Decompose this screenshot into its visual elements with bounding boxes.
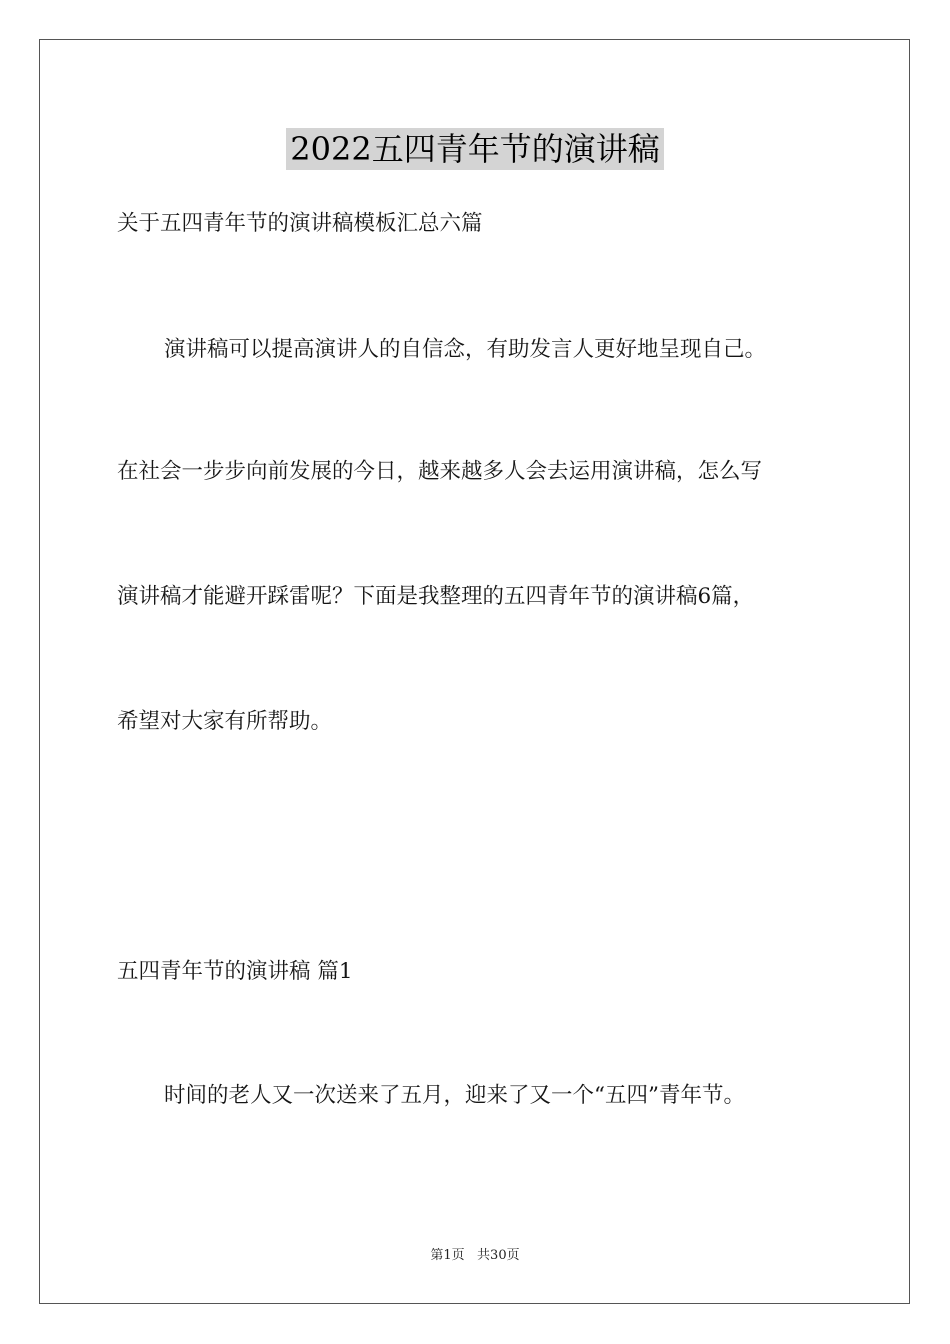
intro-line-2: 在社会一步步向前发展的今日，越来越多人会去运用演讲稿，怎么写: [117, 459, 763, 484]
document-subtitle: 关于五四青年节的演讲稿模板汇总六篇: [117, 211, 483, 236]
document-title: 2022五四青年节的演讲稿: [286, 128, 663, 170]
title-container: [0, 128, 950, 170]
intro-line-1: 演讲稿可以提高演讲人的自信念，有助发言人更好地呈现自己。: [164, 337, 767, 362]
section-first-line: 时间的老人又一次送来了五月，迎来了又一个“五四”青年节。: [164, 1083, 745, 1108]
intro-line-4: 希望对大家有所帮助。: [117, 709, 333, 734]
intro-line-3: 演讲稿才能避开踩雷呢？下面是我整理的五四青年节的演讲稿6篇，: [117, 584, 755, 609]
page-footer: 第1页 共30页: [430, 1248, 520, 1263]
section-heading: 五四青年节的演讲稿 篇1: [117, 959, 353, 984]
